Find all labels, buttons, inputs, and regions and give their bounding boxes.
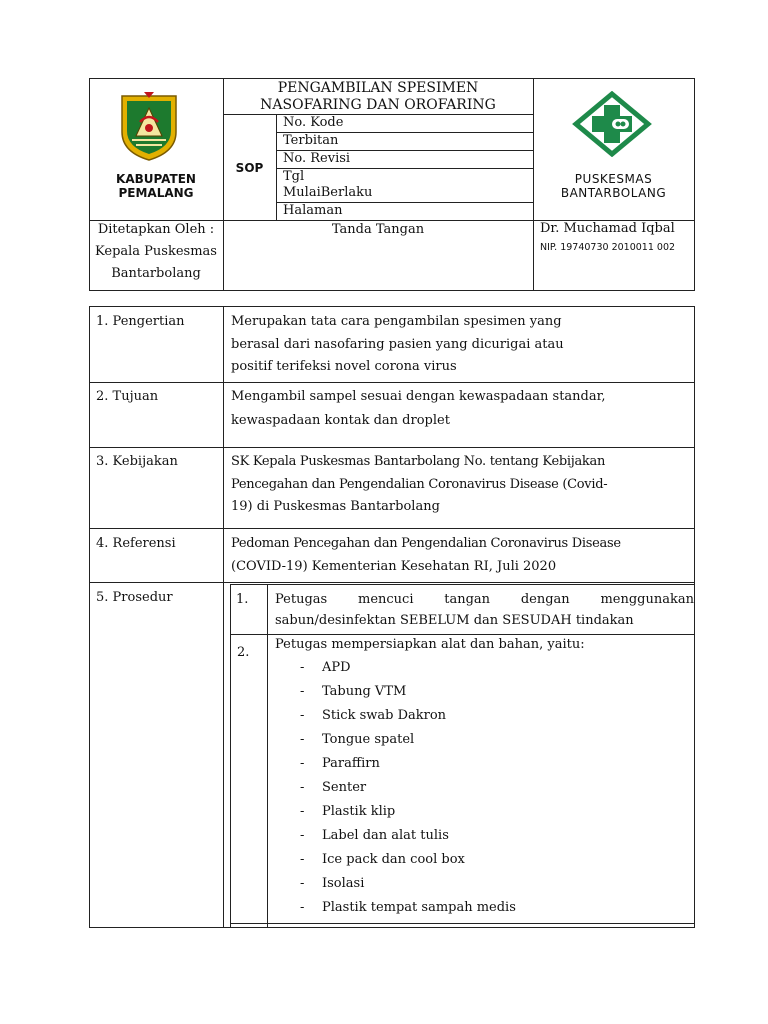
meta-mulai-berlaku: MulaiBerlaku [283,185,373,200]
step-1-line1: Petugas mencuci tangan dengan menggunakan [275,592,694,607]
list-bullet: - [300,684,305,699]
list-item: Tabung VTM [322,684,407,699]
list-bullet: - [300,780,305,795]
established-by-line1: Ditetapkan Oleh : [97,222,215,237]
list-bullet: - [300,732,305,747]
puskesmas-name-line2: BANTARBOLANG [560,186,667,200]
list-item: Ice pack dan cool box [322,852,465,867]
meta-halaman: Halaman [283,203,343,218]
list-item: APD [322,660,351,675]
established-by-line3: Bantarbolang [111,266,201,281]
puskesmas-name-line1: PUSKESMAS [574,172,653,186]
sop-label: SOP [235,161,264,175]
kebijakan-line: SK Kepala Puskesmas Bantarbolang No. tentang Kebijakan [231,454,606,469]
kebijakan-line: Pencegahan dan Pengendalian Coronavirus Disease (Covid- [231,477,608,492]
list-item: Plastik klip [322,804,396,819]
meta-tgl: Tgl [283,169,305,184]
list-item: Plastik tempat sampah medis [322,900,516,915]
list-bullet: - [300,852,305,867]
meta-no-kode: No. Kode [283,115,344,130]
list-item: Stick swab Dakron [322,708,447,723]
list-item: Isolasi [322,876,365,891]
sop-title-line1: PENGAMBILAN SPESIMEN [277,80,479,96]
signer-nip: NIP. 19740730 2010011 002 [540,242,676,253]
referensi-line: Pedoman Pencegahan dan Pengendalian Coronavirus Disease [231,536,621,551]
list-item: Paraffirn [322,756,380,771]
meta-no-revisi: No. Revisi [283,151,351,166]
meta-terbitan: Terbitan [283,133,339,148]
list-bullet: - [300,900,305,915]
list-item: Tongue spatel [322,732,415,747]
pemalang-crest-icon [118,92,180,162]
tujuan-line: Mengambil sampel sesuai dengan kewaspadaan standar, [231,389,606,404]
section-label-tujuan: 2. Tujuan [96,389,159,404]
list-bullet: - [300,756,305,771]
pengertian-line: berasal dari nasofaring pasien yang dicurigai atau [231,337,564,352]
list-bullet: - [300,828,305,843]
signature-label: Tanda Tangan [331,222,425,237]
step-number: 1. [236,592,249,607]
section-label-prosedur: 5. Prosedur [96,590,173,605]
list-item: Label dan alat tulis [322,828,449,843]
list-item: Senter [322,780,367,795]
step-2-intro: Petugas mempersiapkan alat dan bahan, yaitu: [275,637,585,652]
sop-title-line2: NASOFARING DAN OROFARING [260,97,496,113]
tujuan-line: kewaspadaan kontak dan droplet [231,413,450,428]
regency-name-line2: PEMALANG [118,186,194,200]
kebijakan-line: 19) di Puskesmas Bantarbolang [231,499,440,514]
list-bullet: - [300,708,305,723]
regency-name-line1: KABUPATEN [116,172,196,186]
puskesmas-logo-icon [572,91,652,157]
list-bullet: - [300,804,305,819]
list-bullet: - [300,660,305,675]
referensi-line: (COVID-19) Kementerian Kesehatan RI, Juli 2020 [231,559,557,574]
section-label-kebijakan: 3. Kebijakan [96,454,178,469]
established-by-line2: Kepala Puskesmas [95,244,217,259]
step-1-line2: sabun/desinfektan SEBELUM dan SESUDAH tindakan [275,613,634,628]
section-label-pengertian: 1. Pengertian [96,314,185,329]
section-label-referensi: 4. Referensi [96,536,176,551]
list-bullet: - [300,876,305,891]
step-number: 2. [237,645,250,660]
pengertian-line: Merupakan tata cara pengambilan spesimen yang [231,314,562,329]
pengertian-line: positif terifeksi novel corona virus [231,359,457,374]
signer-name: Dr. Muchamad Iqbal [540,221,675,236]
